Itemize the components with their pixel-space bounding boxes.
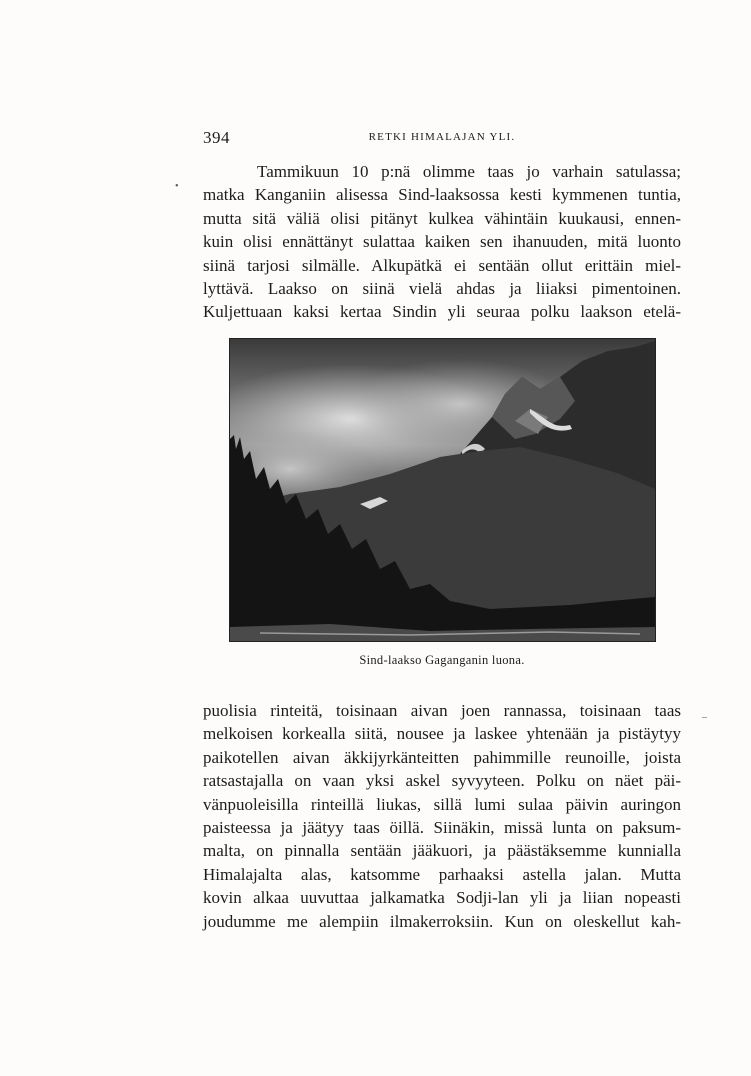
paragraph-1 <box>203 160 681 324</box>
text-line: paikotellen aivan äkkijyrkänteitten pahimmille reunoille, joista <box>203 747 681 767</box>
text-line: Kuljettuaan kaksi kertaa Sindin yli seuraa polku laakson etelä- <box>203 302 681 322</box>
text-line: mutta sitä väliä olisi pitänyt kulkea vähintäin kuukausi, ennen- <box>203 208 681 228</box>
mountain-valley-photo <box>229 338 656 642</box>
text-line: paisteessa ja jäätyy taas öillä. Siinäkin, missä lunta on paksum- <box>203 817 681 837</box>
text-line: melkoisen korkealla siitä, nousee ja laskee yhtenään ja pistäytyy <box>203 724 681 744</box>
text-line: joudumme me alempiin ilmakerroksiin. Kun on oleskellut kah- <box>203 911 681 931</box>
figure-caption: Sind-laakso Gaganganin luona. <box>359 653 525 667</box>
margin-dash-mark: – <box>702 712 707 723</box>
page-header <box>203 128 681 150</box>
text-line: puolisia rinteitä, toisinaan aivan joen rannassa, toisinaan taas <box>203 701 681 720</box>
text-line: siinä tarjosi silmälle. Alkupätkä ei sentään ollut erittäin miel- <box>203 255 681 275</box>
text-line: Himalajalta alas, katsomme parhaaksi astella jalan. Mutta <box>203 864 681 884</box>
paragraph-2 <box>203 699 681 933</box>
running-title: RETKI HIMALAJAN YLI. <box>368 131 516 143</box>
text-line: malta, on pinnalla sentään jääkuori, ja päästäksemme kunnialla <box>203 841 681 861</box>
margin-dot-mark: • <box>175 181 179 192</box>
text-line: lyttävä. Laakso on siinä vielä ahdas ja liiaksi pimentoinen. <box>203 278 681 298</box>
text-line: kuin olisi ennättänyt sulattaa kaiken sen ihanuuden, mitä luonto <box>203 232 681 252</box>
text-line: ratsastajalla on vaan yksi askel syvyyteen. Polku on näet päi- <box>203 771 681 791</box>
photo-illustration <box>230 339 655 641</box>
text-line: vänpuoleisilla rinteillä liukas, sillä lumi sulaa päivin auringon <box>203 794 681 814</box>
text-line: Tammikuun 10 p:nä olimme taas jo varhain satulassa; <box>257 162 681 181</box>
text-line: kovin alkaa uuvuttaa jalkamatka Sodji-lan yli ja liian nopeasti <box>203 888 681 908</box>
page-number: 394 <box>203 128 230 147</box>
text-line: matka Kanganiin alisessa Sind-laaksossa kesti kymmenen tuntia, <box>203 185 681 205</box>
